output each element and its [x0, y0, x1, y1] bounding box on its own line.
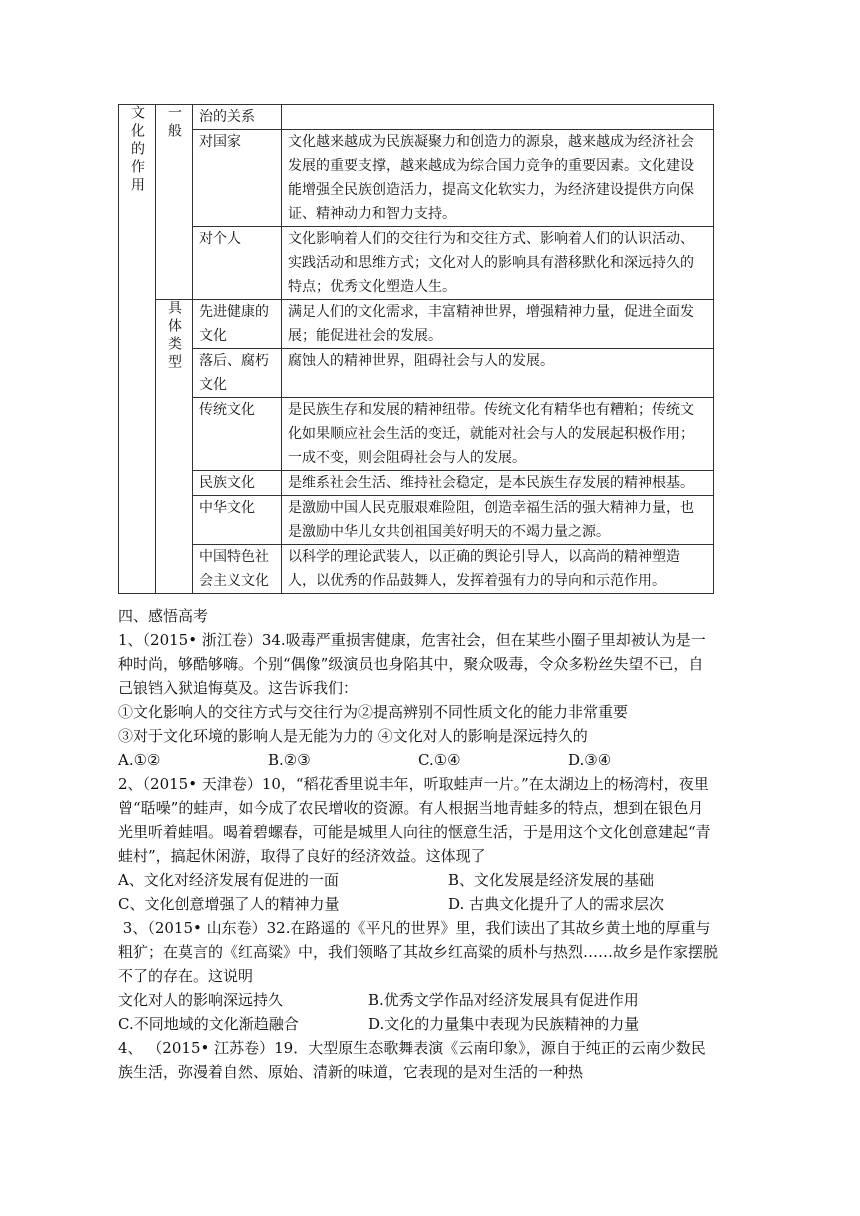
question-3-options-row-1	[118, 988, 718, 1012]
row-text: 是民族生存和发展的精神纽带。传统文化有精华也有糟粕；传统文化如果顺应社会生活的变迁，就能对社会与人的发展起积极作用；一成不变，则会阻碍社会与人的发展。	[282, 398, 714, 471]
question-2-stem: 2、（2015• 天津卷）10，“稻花香里说丰年，听取蛙声一片。”在太湖边上的杨湾村，夜里曾“聒噪”的蛙声，如今成了农民增收的资源。有人根据当地青蛙多的特点，想到在银色月光里听着蛙唱。喝着碧螺春，可能是城里人向往的惬意生活，于是用这个文化创意建起“青蛙村”，搞起休闲游，取得了良好的经济效益。这体现了	[118, 775, 711, 865]
row-text: 是激励中国人民克服艰难险阻，创造幸福生活的强大精神力量，也是激励中华儿女共创祖国美好明天的不竭力量之源。	[282, 496, 714, 545]
table-row	[119, 545, 714, 594]
group-general-label: 一般	[166, 105, 182, 141]
table-row	[119, 105, 714, 130]
row-label: 治的关系	[193, 105, 282, 130]
row-label: 中华文化	[193, 496, 282, 545]
row-text: 文化越来越成为民族凝聚力和创造力的源泉，越来越成为经济社会发展的重要支撑，越来越成为综合国力竞争的重要因素。文化建设能增强全民族创造活力，提高文化软实力，为经济建设提供方向保证、精神动力和智力支持。	[282, 130, 714, 227]
option-c: C、文化创意增强了人的精神力量	[118, 895, 340, 913]
row-label: 先进健康的文化	[193, 300, 282, 349]
group-specific-cell	[156, 300, 193, 594]
row-text: 文化影响着人们的交往行为和交往方式、影响着人们的认识活动、实践活动和思维方式；文化对人的影响具有潜移默化和深远持久的特点；优秀文化塑造人生。	[282, 227, 714, 300]
culture-role-table	[118, 104, 714, 594]
option-d: D. 古典文化提升了人的需求层次	[448, 895, 665, 913]
row-label: 对国家	[193, 130, 282, 227]
row-label: 对个人	[193, 227, 282, 300]
table-row	[119, 130, 714, 227]
table-row	[119, 398, 714, 471]
question-1-items-2: ③对于文化环境的影响人是无能为力的 ④文化对人的影响是深远持久的	[118, 727, 588, 745]
option-d: D.文化的力量集中表现为民族精神的力量	[368, 1015, 640, 1033]
option-c: C.不同地域的文化渐趋融合	[118, 1015, 299, 1033]
row-label: 传统文化	[193, 398, 282, 471]
row-text: 以科学的理论武装人，以正确的舆论引导人，以高尚的精神塑造人，以优秀的作品鼓舞人，发挥着强有力的导向和示范作用。	[282, 545, 714, 594]
row-label: 落后、腐朽文化	[193, 349, 282, 398]
option-a: A、文化对经济发展有促进的一面	[118, 871, 339, 889]
option-b: B.②③	[268, 751, 311, 769]
question-2-options-row-2	[118, 892, 718, 916]
option-b: B、文化发展是经济发展的基础	[448, 871, 655, 889]
side-label: 文化的作用	[129, 105, 145, 195]
question-4-stem: 4、 （2015• 江苏卷）19．大型原生态歌舞表演《云南印象》，源自于纯正的云南少数民族生活，弥漫着自然、原始、清新的味道，它表现的是对生活的一种热	[118, 1039, 706, 1081]
question-1-items-1: ①文化影响人的交往方式与交往行为②提高辨别不同性质文化的能力非常重要	[118, 703, 629, 721]
row-text	[282, 105, 714, 130]
row-label: 中国特色社会主义文化	[193, 545, 282, 594]
table-row	[119, 349, 714, 398]
row-text: 腐蚀人的精神世界，阻碍社会与人的发展。	[282, 349, 714, 398]
row-text: 是维系社会生活、维持社会稳定，是本民族生存发展的精神根基。	[282, 471, 714, 496]
group-specific-label: 具体类型	[166, 300, 182, 372]
option-a: 文化对人的影响深远持久	[118, 991, 284, 1009]
question-3-stem: 3、（2015• 山东卷）32.在路遥的《平凡的世界》里，我们读出了其故乡黄土地的厚重与粗犷；在莫言的《红高粱》中，我们领略了其故乡红高粱的质朴与热烈……故乡是作家摆脱不了的存在。这说明	[118, 919, 719, 985]
table-row	[119, 300, 714, 349]
side-label-cell	[119, 105, 156, 594]
group-general-cell	[156, 105, 193, 300]
table-row	[119, 471, 714, 496]
option-b: B.优秀文学作品对经济发展具有促进作用	[368, 991, 639, 1009]
question-2-options-row-1	[118, 868, 718, 892]
option-a: A.①②	[118, 751, 161, 769]
row-text: 满足人们的文化需求，丰富精神世界，增强精神力量，促进全面发展；能促进社会的发展。	[282, 300, 714, 349]
question-1-options	[118, 748, 718, 772]
option-d: D.③④	[568, 751, 612, 769]
exam-section	[118, 604, 718, 1084]
option-c: C.①④	[418, 751, 461, 769]
question-1-stem: 1、（2015• 浙江卷）34.吸毒严重损害健康，危害社会，但在某些小圈子里却被认为是一种时尚，够酷够嗨。个别“偶像”级演员也身陷其中，聚众吸毒，令众多粉丝失望不已，自己锒铛入狱追悔莫及。这告诉我们：	[118, 631, 706, 697]
row-label: 民族文化	[193, 471, 282, 496]
section-heading: 四、感悟高考	[118, 607, 209, 625]
table-row	[119, 496, 714, 545]
table-row	[119, 227, 714, 300]
question-3-options-row-2	[118, 1012, 718, 1036]
